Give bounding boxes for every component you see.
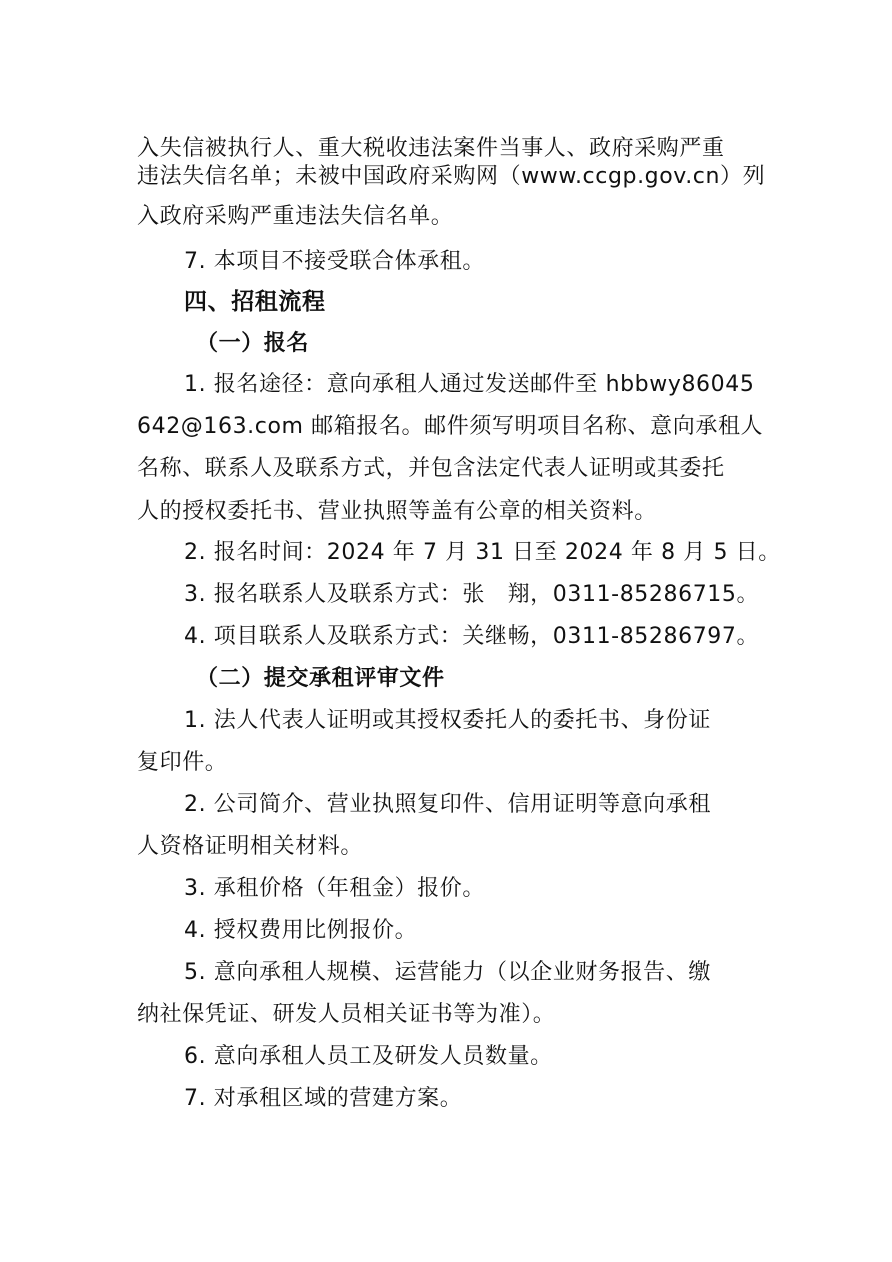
paragraph-line: 人的授权委托书、营业执照等盖有公章的相关资料。 — [137, 499, 657, 524]
paragraph-line: 纳社保凭证、研发人员相关证书等为准）。 — [137, 1002, 556, 1027]
subsection-heading: （二）提交承租评审文件 — [196, 666, 445, 691]
list-item: 6. 意向承租人员工及研发人员数量。 — [184, 1044, 553, 1069]
subsection-heading: （一）报名 — [196, 331, 310, 356]
list-item: 7. 本项目不接受联合体承租。 — [184, 249, 485, 274]
section-heading: 四、招租流程 — [184, 289, 326, 315]
paragraph-line: 人资格证明相关材料。 — [137, 834, 364, 859]
list-item: 4. 授权费用比例报价。 — [184, 918, 418, 943]
paragraph-line: 入失信被执行人、重大税收违法案件当事人、政府采购严重 — [137, 136, 725, 161]
list-item: 3. 承租价格（年租金）报价。 — [184, 876, 485, 901]
paragraph-line: 复印件。 — [137, 750, 228, 775]
paragraph-line: 入政府采购严重违法失信名单。 — [137, 204, 454, 229]
paragraph-line: 违法失信名单；未被中国政府采购网（www.ccgp.gov.cn）列 — [137, 164, 766, 189]
list-item: 3. 报名联系人及联系方式：张 翔，0311-85286715。 — [184, 582, 760, 607]
list-item: 7. 对承租区域的营建方案。 — [184, 1086, 463, 1111]
paragraph-line: 642@163.com 邮箱报名。邮件须写明项目名称、意向承租人 — [137, 414, 764, 439]
list-item: 2. 公司简介、营业执照复印件、信用证明等意向承租 — [184, 792, 711, 817]
list-item: 4. 项目联系人及联系方式：关继畅，0311-85286797。 — [184, 624, 760, 649]
list-item: 1. 法人代表人证明或其授权委托人的委托书、身份证 — [184, 708, 711, 733]
list-item: 5. 意向承租人规模、运营能力（以企业财务报告、缴 — [184, 960, 711, 985]
list-item: 2. 报名时间：2024 年 7 月 31 日至 2024 年 8 月 5 日。 — [184, 540, 781, 565]
list-item: 1. 报名途径：意向承租人通过发送邮件至 hbbwy86045 — [184, 372, 755, 397]
paragraph-line: 名称、联系人及联系方式，并包含法定代表人证明或其委托 — [137, 456, 725, 481]
